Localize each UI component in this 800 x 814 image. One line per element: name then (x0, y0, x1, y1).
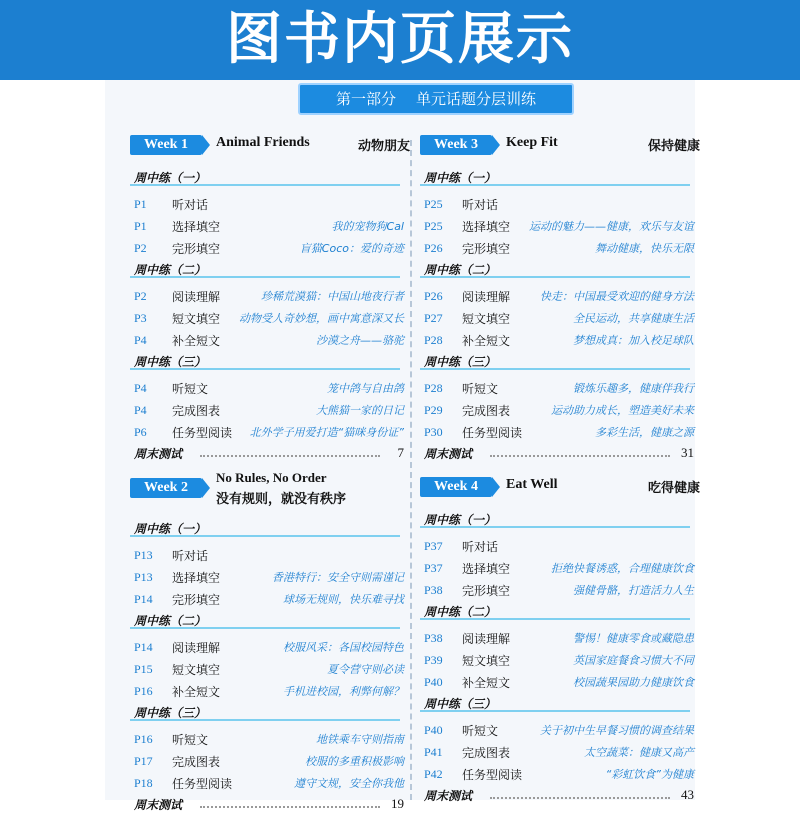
section-header (130, 353, 410, 375)
end-page-number: 19 (391, 796, 404, 811)
topic: 动物受人奇妙想，画中寓意深又长 (239, 312, 404, 325)
list-item[interactable] (420, 719, 700, 741)
exercise-type: 完成图表 (462, 746, 511, 760)
list-item[interactable] (420, 193, 700, 215)
week-title-cn: 没有规则，就没有秩序 (216, 492, 347, 507)
list-item[interactable] (420, 329, 700, 351)
page-number: P37 (424, 561, 443, 575)
exercise-type: 听对话 (462, 198, 499, 212)
section-label: 周中练（二） (424, 263, 497, 277)
list-item[interactable] (130, 237, 410, 259)
topic: 球场无规则，快乐难寻找 (283, 593, 404, 606)
page-number: P3 (134, 311, 147, 325)
exercise-type: 完形填空 (462, 584, 511, 598)
topic: 快走：中国最受欢迎的健身方法 (540, 290, 694, 303)
exercise-type: 阅读理解 (172, 290, 221, 304)
week-title-cn: 吃得健康 (647, 481, 700, 496)
week-header (420, 475, 700, 509)
exercise-type: 任务型阅读 (172, 777, 233, 791)
topic: 拒绝快餐诱惑，合理健康饮食 (551, 562, 694, 575)
list-item[interactable] (420, 627, 700, 649)
page-number: P4 (134, 403, 147, 417)
topic: 英国家庭餐食习惯大不同 (573, 654, 694, 667)
exercise-type: 任务型阅读 (462, 426, 523, 440)
section-header (420, 603, 700, 625)
section-header (420, 353, 700, 375)
dot-leader (200, 806, 380, 808)
weekend-test-row[interactable] (130, 794, 410, 814)
dot-leader (490, 797, 670, 799)
exercise-type: 听短文 (172, 733, 209, 747)
page-number: P1 (134, 219, 147, 233)
part-number: 第一部分 (335, 90, 396, 108)
end-page-number: 7 (397, 445, 404, 460)
section-label: 周中练（一） (424, 171, 497, 185)
topic: 关于初中生早餐习惯的调查结果 (540, 724, 694, 737)
list-item[interactable] (130, 588, 410, 610)
page-number: P25 (424, 197, 443, 211)
page-number: P37 (424, 539, 443, 553)
exercise-type: 完成图表 (462, 404, 511, 418)
page-number: P2 (134, 241, 147, 255)
column-divider (410, 140, 412, 800)
list-item[interactable] (130, 421, 410, 443)
list-item[interactable] (420, 649, 700, 671)
exercise-type: 听短文 (172, 382, 209, 396)
exercise-type: 完成图表 (172, 404, 221, 418)
list-item[interactable] (420, 557, 700, 579)
exercise-type: 阅读理解 (462, 632, 511, 646)
page-number: P41 (424, 745, 443, 759)
exercise-type: 选择填空 (462, 562, 511, 576)
exercise-type: 任务型阅读 (462, 768, 523, 782)
topic: 多彩生活，健康之源 (595, 426, 694, 439)
list-item[interactable] (130, 750, 410, 772)
week-title-en: Eat Well (506, 477, 558, 492)
dot-leader (490, 455, 670, 457)
end-label: 周末测试 (134, 447, 183, 461)
page-number: P15 (134, 662, 153, 676)
end-label: 周末测试 (424, 789, 473, 803)
week-1-block (130, 133, 410, 463)
topic: 太空蔬菜：健康又高产 (584, 746, 694, 759)
week-4-block (420, 475, 700, 805)
section-label: 周中练（二） (424, 605, 497, 619)
section-header (420, 511, 700, 533)
week-title-cn: 动物朋友 (357, 139, 410, 154)
list-item[interactable] (130, 377, 410, 399)
section-label: 周中练（二） (134, 263, 207, 277)
list-item[interactable] (420, 671, 700, 693)
exercise-type: 听对话 (462, 540, 499, 554)
page-number: P13 (134, 548, 153, 562)
list-item[interactable] (420, 307, 700, 329)
section-header (130, 261, 410, 283)
exercise-type: 补全短文 (462, 676, 511, 690)
end-page-number: 43 (681, 787, 694, 802)
list-item[interactable] (420, 763, 700, 785)
section-label: 周中练（一） (134, 522, 207, 536)
topic: 梦想成真：加入校足球队 (573, 334, 694, 347)
topic: 地铁乘车守则指南 (316, 733, 404, 746)
topic: 大熊猫一家的日记 (316, 404, 404, 417)
topic: 运动助力成长，塑造美好未来 (551, 404, 694, 417)
page-number: P6 (134, 425, 147, 439)
page-number: P26 (424, 241, 443, 255)
page-number: P4 (134, 333, 147, 347)
week-badge: Week 2 (130, 478, 202, 498)
page-number: P26 (424, 289, 443, 303)
topic: 香港特行：安全守则需谨记 (272, 571, 404, 584)
section-label: 周中练（三） (424, 355, 497, 369)
week-header (130, 470, 410, 518)
topic: 夏令营守则必读 (327, 663, 404, 676)
weekend-test-row[interactable] (420, 785, 700, 805)
topic: 锻炼乐趣多，健康伴我行 (573, 382, 694, 395)
weekend-test-row[interactable] (420, 443, 700, 463)
page-number: P40 (424, 723, 443, 737)
section-label: 周中练（三） (134, 706, 207, 720)
topic: 珍稀荒漠猫：中国山地夜行者 (261, 290, 404, 303)
week-badge: Week 3 (420, 135, 492, 155)
exercise-type: 完形填空 (172, 593, 221, 607)
section-header (130, 169, 410, 191)
page-number: P4 (134, 381, 147, 395)
topic: 遵守文规，安全你我他 (294, 777, 404, 790)
exercise-type: 完形填空 (172, 242, 221, 256)
topic: 警惕！健康零食或藏隐患 (573, 632, 694, 645)
week-title-cn: 保持健康 (647, 139, 700, 154)
list-item[interactable] (420, 741, 700, 763)
exercise-type: 听对话 (172, 198, 209, 212)
list-item[interactable] (420, 285, 700, 307)
topic: 我的宠物狗Cal (331, 220, 404, 233)
topic: 校服风采：各国校园特色 (283, 641, 404, 654)
page-number: P28 (424, 333, 443, 347)
section-header (130, 520, 410, 542)
top-banner (0, 0, 800, 80)
banner-title: 图书内页展示 (226, 7, 574, 72)
list-item[interactable] (420, 535, 700, 557)
end-label: 周末测试 (134, 798, 183, 812)
section-label: 周中练（三） (134, 355, 207, 369)
exercise-type: 听对话 (172, 549, 209, 563)
section-header (130, 612, 410, 634)
exercise-type: 补全短文 (172, 685, 221, 699)
page-number: P1 (134, 197, 147, 211)
exercise-type: 选择填空 (172, 220, 221, 234)
dot-leader (200, 455, 380, 457)
topic: 沙漠之舟——骆驼 (316, 334, 404, 347)
section-label: 周中练（二） (134, 614, 207, 628)
page-number: P39 (424, 653, 443, 667)
exercise-type: 短文填空 (172, 663, 221, 677)
exercise-type: 选择填空 (462, 220, 511, 234)
section-label: 周中练（一） (424, 513, 497, 527)
section-label: 周中练（三） (424, 697, 497, 711)
topic: 笼中鸽与自由鸽 (327, 382, 404, 395)
end-label: 周末测试 (424, 447, 473, 461)
exercise-type: 短文填空 (462, 312, 511, 326)
page-number: P13 (134, 570, 153, 584)
topic: 运动的魅力——健康，欢乐与友谊 (529, 220, 694, 233)
page-number: P27 (424, 311, 443, 325)
exercise-type: 任务型阅读 (172, 426, 233, 440)
list-item[interactable] (130, 636, 410, 658)
topic: 校园蔬果园助力健康饮食 (573, 676, 694, 689)
section-header (420, 169, 700, 191)
page-number: P40 (424, 675, 443, 689)
week-2-block (130, 470, 410, 814)
page-number: P42 (424, 767, 443, 781)
week-badge: Week 4 (420, 477, 492, 497)
page-number: P14 (134, 592, 153, 606)
list-item[interactable] (130, 285, 410, 307)
page-number: P16 (134, 684, 153, 698)
page-number: P17 (134, 754, 153, 768)
list-item[interactable] (130, 772, 410, 794)
exercise-type: 完形填空 (462, 242, 511, 256)
page-number: P38 (424, 631, 443, 645)
page-number: P18 (134, 776, 153, 790)
section-header (130, 704, 410, 726)
page-number: P28 (424, 381, 443, 395)
list-item[interactable] (130, 566, 410, 588)
topic: “彩虹饮食”为健康 (605, 768, 694, 781)
week-title-en: Animal Friends (216, 135, 310, 150)
list-item[interactable] (130, 680, 410, 702)
topic: 舞动健康，快乐无限 (595, 242, 694, 255)
exercise-type: 补全短文 (172, 334, 221, 348)
topic: 校服的多重积极影响 (305, 755, 404, 768)
topic: 手机进校园，利弊何解？ (283, 685, 404, 698)
list-item[interactable] (130, 399, 410, 421)
exercise-type: 选择填空 (172, 571, 221, 585)
page-number: P14 (134, 640, 153, 654)
exercise-type: 补全短文 (462, 334, 511, 348)
exercise-type: 听短文 (462, 724, 499, 738)
list-item[interactable] (420, 579, 700, 601)
section-header (420, 261, 700, 283)
page-number: P29 (424, 403, 443, 417)
list-item[interactable] (420, 399, 700, 421)
list-item[interactable] (130, 307, 410, 329)
list-item[interactable] (420, 215, 700, 237)
exercise-type: 完成图表 (172, 755, 221, 769)
exercise-type: 阅读理解 (172, 641, 221, 655)
week-title-en: Keep Fit (506, 135, 558, 150)
week-3-block (420, 133, 700, 463)
page-number: P38 (424, 583, 443, 597)
page-number: P16 (134, 732, 153, 746)
weekend-test-row[interactable] (130, 443, 410, 463)
list-item[interactable] (130, 728, 410, 750)
topic: 盲猫Coco：爱的奇迹 (299, 242, 404, 255)
section-header (420, 695, 700, 717)
list-item[interactable] (420, 421, 700, 443)
exercise-type: 短文填空 (172, 312, 221, 326)
part-title: 单元话题分层训练 (416, 90, 537, 108)
list-item[interactable] (420, 377, 700, 399)
part-header (298, 83, 574, 115)
page-number: P25 (424, 219, 443, 233)
page-number: P30 (424, 425, 443, 439)
page-number: P2 (134, 289, 147, 303)
list-item[interactable] (130, 329, 410, 351)
list-item[interactable] (130, 215, 410, 237)
list-item[interactable] (130, 544, 410, 566)
topic: 强健骨骼，打造活力人生 (573, 584, 694, 597)
week-badge: Week 1 (130, 135, 202, 155)
week-title-en: No Rules, No Order (216, 470, 327, 485)
week-header (420, 133, 700, 167)
week-header (130, 133, 410, 167)
list-item[interactable] (130, 658, 410, 680)
exercise-type: 听短文 (462, 382, 499, 396)
end-page-number: 31 (681, 445, 694, 460)
exercise-type: 短文填空 (462, 654, 511, 668)
topic: 全民运动，共享健康生活 (573, 312, 694, 325)
topic: 北外学子用爱打造“猫咪身份证” (249, 426, 404, 439)
list-item[interactable] (130, 193, 410, 215)
exercise-type: 阅读理解 (462, 290, 511, 304)
list-item[interactable] (420, 237, 700, 259)
section-label: 周中练（一） (134, 171, 207, 185)
